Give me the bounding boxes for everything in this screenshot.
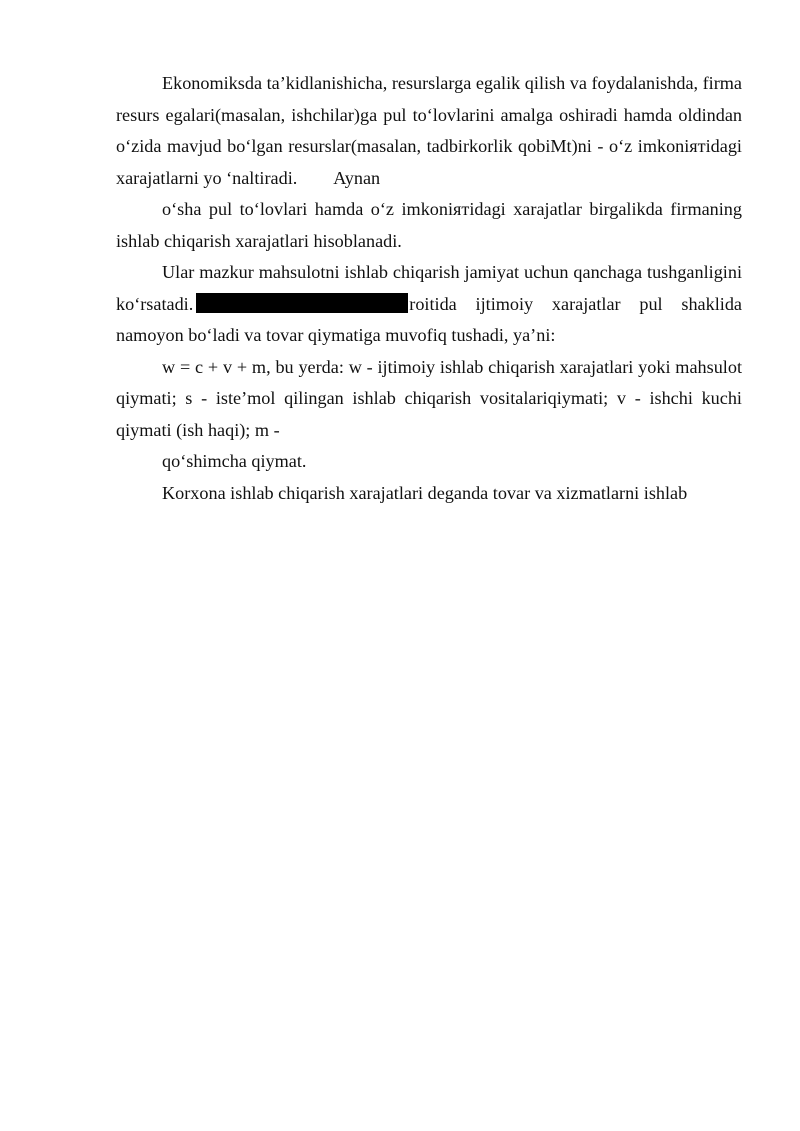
paragraph-5: qo‘shimcha qiymat.: [162, 451, 307, 471]
paragraph-1-tail: Aynan: [333, 167, 381, 188]
paragraph-1: [116, 68, 742, 194]
paragraph-6: Korxona ishlab chiqarish xarajatlari deganda tovar va xizmatlarni ishlab: [162, 482, 688, 503]
paragraph-3-before: Ular mazkur mahsulotni ishlab chiqarish jamiyat uchun qanchaga tushganligini ko‘rsatadi.: [116, 262, 742, 314]
paragraph-2: o‘sha pul to‘lovlari hamda o‘z imkoniятidagi xarajatlar birgalikda firmaning ishlab chiqarish xarajatlari hisoblanadi.: [116, 199, 742, 251]
paragraph-3: [116, 257, 742, 352]
paragraph-1-text: Ekonomiksda ta’kidlanishicha, resurslarga egalik qilish va foydalanishda, firma resurs egalari(masalan, ishchilar)ga pul to‘lovlarini amalga oshiradi hamda oldindan o‘zida mavjud bo‘lgan resurslar(masalan, tadbirkorlik qobiMt)ni - o‘z imkoniятidagi xarajatlarni yo ‘naltiradi.: [116, 73, 742, 188]
paragraph-4: w = c + v + m, bu yerda: w - ijtimoiy ishlab chiqarish xarajatlari yoki mahsulot qiymati; s - iste’mol qilingan ishlab chiqarish vositalariqiymati; v - ishchi kuchi qiymati (ish haqi); m -: [116, 356, 742, 440]
document-body: [116, 68, 742, 509]
paragraph-3-after: roitida ijtimoiy xarajatlar pul shaklida namoyon bo‘ladi va tovar qiymatiga muvofiq tushadi, ya’ni:: [116, 293, 742, 345]
redaction-bar: [196, 293, 408, 313]
